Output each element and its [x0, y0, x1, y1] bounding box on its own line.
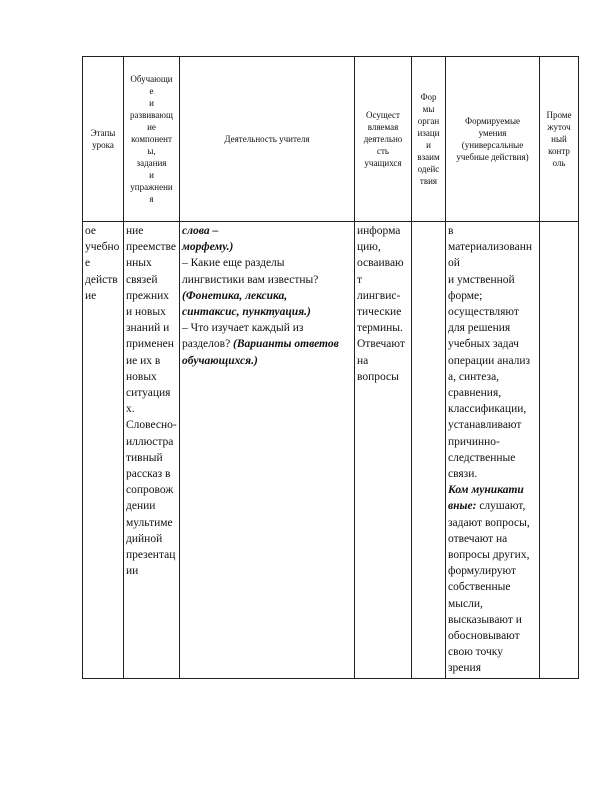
teacher-question-2: – Что изучает каждый из разделов?	[182, 322, 304, 351]
header-cell-components	[124, 57, 180, 222]
teacher-answer-3: (Варианты ответов обучающихся.)	[182, 338, 339, 367]
components-cell	[124, 222, 180, 679]
header-cell-stages	[83, 57, 124, 222]
components-text: ние преемстве нных связей прежних и новых знаний и применен ие их в новых ситуация х. Словесно- иллюстра тивный рассказ в сопровож дении мультиме дийной презентац ии	[126, 225, 177, 578]
header-cell-control	[540, 57, 579, 222]
header-cell-teacher	[180, 57, 355, 222]
students-cell	[355, 222, 412, 679]
teacher-question-1: – Какие еще разделы лингвистики вам известны?	[182, 257, 319, 286]
header-cell-skills	[446, 57, 540, 222]
skills-cell	[446, 222, 540, 679]
teacher-answer-2: (Фонетика, лексика, синтаксис, пунктуация.)	[182, 289, 311, 319]
table-row	[83, 222, 579, 679]
header-interaction-forms: Фор мы орган изаци и взаим одейс твия	[417, 92, 440, 186]
students-text: информа цию, осваиваю т лингвис- тические термины. Отвечают на вопросы	[357, 225, 405, 383]
skills-communicative-text: слушают, задают вопросы, отвечают на вопросы других, формулируют собственные мысли, высказывают и обосновывают свою точку зрения	[448, 500, 530, 675]
stage-cell	[83, 222, 124, 679]
header-control: Проме жуточ ный контр оль	[546, 110, 572, 168]
header-cell-students	[355, 57, 412, 222]
control-cell	[540, 222, 579, 679]
table-header-row	[83, 57, 579, 222]
skills-cognitive-text: в материализованн ой и умственной форме; осуществляют для решения учебных задач операции анализ а, синтеза, сравнения, классификации, устанавливают причинно- следственные связи.	[448, 225, 533, 481]
forms-cell	[412, 222, 446, 679]
teacher-answer-1: слова – морфему.)	[182, 225, 234, 254]
lesson-table	[82, 56, 579, 679]
header-components: Обучающи е и развивающ ие компонент ы, задания и упражнени я	[130, 74, 173, 204]
header-stages: Этапы урока	[90, 128, 116, 150]
teacher-cell	[180, 222, 355, 679]
header-student-activity: Осущест вляемая деятельно сть учащихся	[363, 110, 403, 168]
header-teacher-activity: Деятельность учителя	[224, 134, 310, 144]
stage-text: ое учебно е действ ие	[85, 225, 120, 302]
skills-communicative-label: Ком муникати вные:	[448, 484, 524, 513]
header-skills: Формируемые умения (универсальные учебные действия)	[456, 116, 529, 162]
header-cell-forms	[412, 57, 446, 222]
